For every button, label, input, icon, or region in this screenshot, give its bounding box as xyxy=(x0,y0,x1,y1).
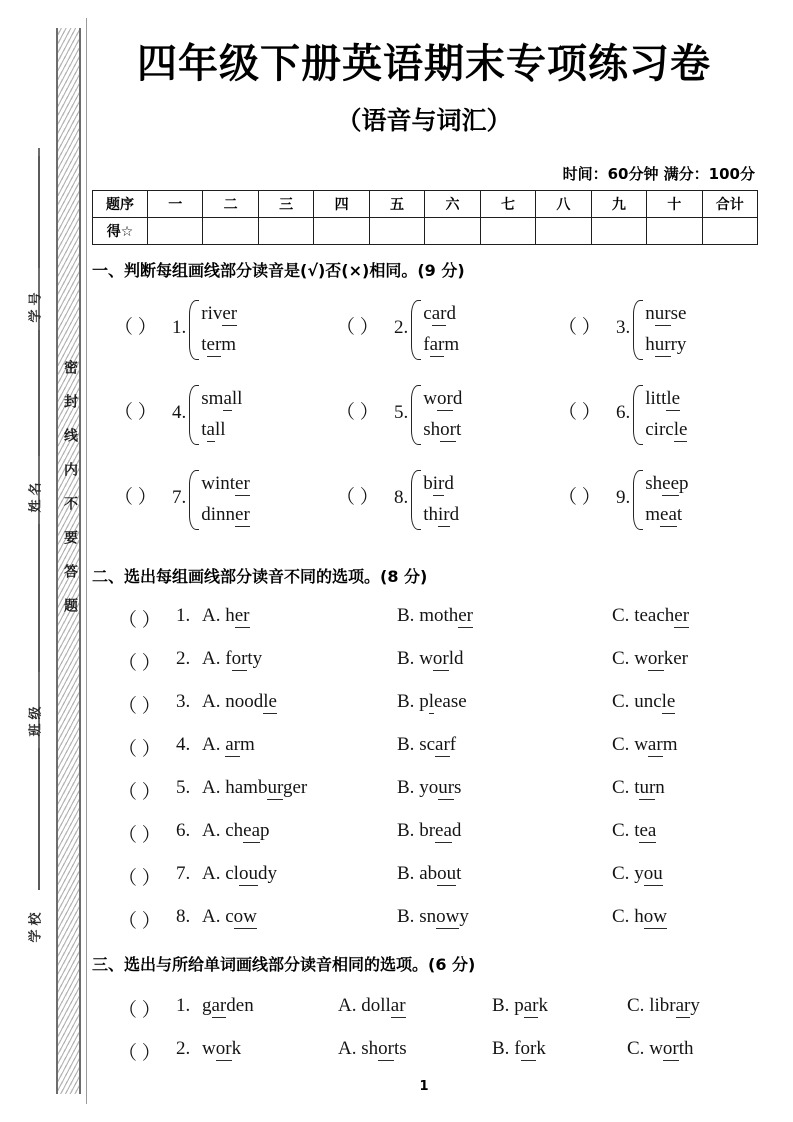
word-top: word xyxy=(423,388,463,409)
word-pair-brace-group xyxy=(189,383,242,445)
underlined-part: ou xyxy=(238,863,258,884)
answer-blank-parens[interactable]: （ ） xyxy=(336,487,379,509)
judge-item[interactable] xyxy=(558,468,689,530)
word-top: winter xyxy=(201,473,250,494)
answer-blank-parens[interactable]: （ ） xyxy=(118,1000,161,1021)
option-tag: B. xyxy=(492,1038,515,1059)
answer-blank-parens[interactable]: （ ） xyxy=(114,317,157,339)
score-table-score-cell[interactable] xyxy=(314,218,369,245)
word-pair xyxy=(201,468,250,530)
option-tag: A. xyxy=(202,648,226,669)
item-number: 6. xyxy=(616,402,631,424)
field-label-name: 姓名 xyxy=(28,478,44,513)
underlined-part: er xyxy=(235,504,250,525)
underlined-part: ou xyxy=(643,863,663,884)
underlined-part: a xyxy=(223,388,232,409)
score-table-header-row xyxy=(93,191,758,218)
option-a[interactable]: A. shorts xyxy=(338,1038,407,1059)
word-pair xyxy=(645,298,686,360)
option-tag: C. xyxy=(627,1038,650,1059)
score-table-column-header: 五 xyxy=(369,191,424,218)
question-row[interactable] xyxy=(92,605,758,631)
question-row[interactable] xyxy=(92,734,758,760)
option-b[interactable]: B. snowy xyxy=(397,906,469,927)
option-c[interactable]: C. worth xyxy=(627,1038,694,1059)
score-table-score-cell[interactable] xyxy=(591,218,646,245)
score-table-column-header: 合计 xyxy=(702,191,757,218)
item-number: 7. xyxy=(172,487,187,509)
answer-blank-parens[interactable]: （ ） xyxy=(118,911,161,932)
item-number: 5. xyxy=(394,402,409,424)
score-table-column-header: 八 xyxy=(536,191,591,218)
underlined-part: ea xyxy=(639,820,657,841)
score-table-score-cell[interactable] xyxy=(480,218,535,245)
underlined-part: l xyxy=(428,691,434,712)
option-tag: A. xyxy=(202,820,226,841)
word-top: nurse xyxy=(645,303,687,324)
answer-blank-parens[interactable]: （ ） xyxy=(118,782,161,803)
option-a[interactable]: A. cheap xyxy=(202,820,270,841)
word-pair xyxy=(423,468,459,530)
underlined-part: or xyxy=(440,419,456,440)
question-row[interactable] xyxy=(92,863,758,889)
item-number: 9. xyxy=(616,487,631,509)
curly-brace-icon xyxy=(189,385,199,445)
item-number: 1. xyxy=(176,605,191,626)
item-number: 1. xyxy=(176,995,191,1016)
score-table-column-header: 二 xyxy=(203,191,258,218)
item-number: 8. xyxy=(176,906,191,927)
option-tag: C. xyxy=(612,605,635,626)
underlined-part: le xyxy=(263,691,277,712)
question-row[interactable] xyxy=(92,648,758,674)
judge-item[interactable] xyxy=(558,383,687,445)
score-table-column-header: 四 xyxy=(314,191,369,218)
option-c[interactable]: C. turn xyxy=(612,777,665,798)
answer-blank-parens[interactable]: （ ） xyxy=(118,653,161,674)
page-left-rule xyxy=(86,18,87,1104)
underlined-part: er xyxy=(674,605,690,626)
section-heading: 二、选出每组画线部分读音不同的选项。(8 分) xyxy=(92,567,428,586)
answer-blank-parens[interactable]: （ ） xyxy=(118,825,161,846)
answer-blank-parens[interactable]: （ ） xyxy=(118,610,161,631)
option-a[interactable]: A. her xyxy=(202,605,250,626)
item-number: 2. xyxy=(176,1038,191,1059)
item-number: 1. xyxy=(172,317,187,339)
option-tag: A. xyxy=(202,691,226,712)
answer-blank-parens[interactable]: （ ） xyxy=(336,402,379,424)
underlined-part: ea xyxy=(243,820,261,841)
underlined-part: le xyxy=(661,691,676,712)
option-a[interactable]: A. forty xyxy=(202,648,263,669)
option-tag: B. xyxy=(397,648,420,669)
option-tag: A. xyxy=(202,777,226,798)
question-row[interactable] xyxy=(92,820,758,846)
option-tag: C. xyxy=(612,734,635,755)
section-heading: 一、判断每组画线部分读音是(√)否(×)相同。(9 分) xyxy=(92,261,465,280)
word-pair xyxy=(423,298,459,360)
score-table-score-cell[interactable] xyxy=(258,218,313,245)
option-c[interactable]: C. you xyxy=(612,863,663,884)
word-bottom: farm xyxy=(423,334,460,355)
question-row[interactable] xyxy=(92,906,758,932)
word-bottom: short xyxy=(423,419,462,440)
score-table-score-cell[interactable] xyxy=(203,218,258,245)
field-label-class: 班级 xyxy=(28,702,44,737)
option-tag: B. xyxy=(492,995,515,1016)
underlined-part: ur xyxy=(654,303,671,324)
underlined-part: ow xyxy=(233,906,257,927)
item-number: 4. xyxy=(176,734,191,755)
word-pair xyxy=(645,468,688,530)
score-table-row-label: 题序 xyxy=(93,191,148,218)
option-b[interactable]: B. please xyxy=(397,691,467,712)
underlined-part: ar xyxy=(390,995,406,1016)
underlined-part: ow xyxy=(643,906,667,927)
option-tag: B. xyxy=(397,777,420,798)
option-tag: A. xyxy=(202,906,226,927)
item-number: 3. xyxy=(176,691,191,712)
option-b[interactable]: B. mother xyxy=(397,605,474,626)
word-bottom: third xyxy=(423,504,460,525)
answer-blank-parens[interactable]: （ ） xyxy=(118,1043,161,1064)
option-tag: C. xyxy=(612,777,635,798)
underlined-part: or xyxy=(662,1038,679,1059)
option-tag: B. xyxy=(397,820,420,841)
judge-item[interactable] xyxy=(336,383,462,445)
underlined-part: ir xyxy=(432,473,445,494)
option-a[interactable]: A. cow xyxy=(202,906,257,927)
underlined-part: ou xyxy=(437,863,457,884)
word-top: bird xyxy=(423,473,454,494)
option-tag: A. xyxy=(202,605,226,626)
word-top: card xyxy=(423,303,456,324)
underlined-part: ea xyxy=(435,820,452,841)
option-tag: A. xyxy=(338,995,362,1016)
score-table-score-cell[interactable] xyxy=(369,218,424,245)
option-tag: B. xyxy=(397,691,420,712)
underlined-part: or xyxy=(520,1038,537,1059)
curly-brace-icon xyxy=(411,470,421,530)
prompt-word: work xyxy=(202,1038,242,1059)
page-subtitle: （语音与词汇） xyxy=(336,106,512,135)
curly-brace-icon xyxy=(189,470,199,530)
underlined-part: ar xyxy=(431,303,447,324)
question-row[interactable] xyxy=(92,691,758,717)
score-table-column-header: 三 xyxy=(258,191,313,218)
option-a[interactable]: A. arm xyxy=(202,734,255,755)
word-top: small xyxy=(201,388,243,409)
word-pair xyxy=(645,383,687,445)
score-table-score-cell[interactable] xyxy=(148,218,203,245)
field-write-line[interactable] xyxy=(38,156,40,268)
answer-blank-parens[interactable]: （ ） xyxy=(558,402,601,424)
underlined-part: le xyxy=(673,419,688,440)
option-b[interactable]: B. park xyxy=(492,995,548,1016)
word-bottom: term xyxy=(201,334,237,355)
option-tag: C. xyxy=(612,820,635,841)
underlined-part: ea xyxy=(660,504,677,525)
option-b[interactable]: B. fork xyxy=(492,1038,546,1059)
field-write-line[interactable] xyxy=(38,330,40,456)
word-pair-brace-group xyxy=(633,383,687,445)
judge-item[interactable] xyxy=(336,468,459,530)
word-pair xyxy=(423,383,462,445)
field-label-school: 学校 xyxy=(28,908,44,943)
underlined-part: or xyxy=(432,648,449,669)
curly-brace-icon xyxy=(411,300,421,360)
curly-brace-icon xyxy=(411,385,421,445)
judge-item[interactable] xyxy=(114,383,242,445)
answer-blank-parens[interactable]: （ ） xyxy=(118,868,161,889)
option-tag: C. xyxy=(612,691,635,712)
word-pair-brace-group xyxy=(189,298,237,360)
judge-item[interactable] xyxy=(114,298,237,360)
option-tag: B. xyxy=(397,906,420,927)
option-c[interactable]: C. uncle xyxy=(612,691,676,712)
option-tag: B. xyxy=(397,863,420,884)
score-table-score-cell[interactable] xyxy=(647,218,702,245)
item-number: 2. xyxy=(394,317,409,339)
underlined-part: or xyxy=(647,648,664,669)
option-tag: C. xyxy=(612,863,635,884)
item-number: 7. xyxy=(176,863,191,884)
judge-item[interactable] xyxy=(558,298,686,360)
option-a[interactable]: A. hamburger xyxy=(202,777,308,798)
item-number: 6. xyxy=(176,820,191,841)
exam-page xyxy=(90,0,793,1122)
field-write-line[interactable] xyxy=(38,524,40,672)
word-bottom: hurry xyxy=(645,334,687,355)
item-number: 2. xyxy=(176,648,191,669)
option-b[interactable]: B. scarf xyxy=(397,734,457,755)
word-pair xyxy=(201,298,237,360)
option-tag: A. xyxy=(202,863,226,884)
curly-brace-icon xyxy=(189,300,199,360)
underlined-part: ee xyxy=(662,473,680,494)
underlined-part: ir xyxy=(438,504,450,525)
option-tag: B. xyxy=(397,734,420,755)
word-bottom: tall xyxy=(201,419,226,440)
option-c[interactable]: C. worker xyxy=(612,648,689,669)
word-pair xyxy=(201,383,242,445)
item-number: 5. xyxy=(176,777,191,798)
underlined-part: ar xyxy=(435,734,450,755)
underlined-part: ur xyxy=(267,777,283,798)
option-tag: B. xyxy=(397,605,420,626)
option-b[interactable]: B. bread xyxy=(397,820,462,841)
field-write-line[interactable] xyxy=(38,748,40,890)
score-table-column-header: 一 xyxy=(148,191,203,218)
score-table-score-cell[interactable] xyxy=(536,218,591,245)
underlined-part: or xyxy=(436,388,453,409)
option-a[interactable]: A. dollar xyxy=(338,995,406,1016)
page-number: 1 xyxy=(419,1079,429,1094)
underlined-part: ar xyxy=(523,995,539,1016)
word-pair-brace-group xyxy=(411,468,459,530)
section-heading: 三、选出与所给单词画线部分读音相同的选项。(6 分) xyxy=(92,955,476,974)
word-pair-brace-group xyxy=(633,298,686,360)
word-bottom: circle xyxy=(645,419,688,440)
answer-blank-parens[interactable]: （ ） xyxy=(558,487,601,509)
score-table-column-header: 六 xyxy=(425,191,480,218)
option-tag: C. xyxy=(627,995,650,1016)
option-c[interactable]: C. warm xyxy=(612,734,678,755)
score-table-column-header: 十 xyxy=(647,191,702,218)
underlined-part: er xyxy=(458,605,474,626)
underlined-part: or xyxy=(378,1038,394,1059)
judge-item[interactable] xyxy=(336,298,459,360)
word-top: sheep xyxy=(645,473,689,494)
underlined-part: ar xyxy=(429,334,445,355)
word-pair-brace-group xyxy=(411,383,462,445)
underlined-part: ow xyxy=(436,906,460,927)
answer-blank-parens[interactable]: （ ） xyxy=(558,317,601,339)
score-table xyxy=(92,190,758,245)
score-table-score-label: 得☆ xyxy=(93,218,148,245)
option-b[interactable]: B. about xyxy=(397,863,462,884)
option-tag: C. xyxy=(612,648,635,669)
underlined-part: ar xyxy=(675,995,691,1016)
underlined-part: er xyxy=(206,334,222,355)
curly-brace-icon xyxy=(633,300,643,360)
option-c[interactable]: C. library xyxy=(627,995,700,1016)
curly-brace-icon xyxy=(633,470,643,530)
answer-blank-parens[interactable]: （ ） xyxy=(118,696,161,717)
underlined-part: or xyxy=(231,648,248,669)
exam-meta: 时间：60分钟 满分：100分 xyxy=(562,165,755,183)
word-top: little xyxy=(645,388,681,409)
field-label-student-number: 学号 xyxy=(28,288,44,323)
option-a[interactable]: A. noodle xyxy=(202,691,277,712)
underlined-part: a xyxy=(206,419,215,440)
option-tag: A. xyxy=(202,734,226,755)
answer-blank-parens[interactable]: （ ） xyxy=(118,739,161,760)
word-bottom: meat xyxy=(645,504,683,525)
word-pair-brace-group xyxy=(189,468,250,530)
option-b[interactable]: B. world xyxy=(397,648,464,669)
option-tag: A. xyxy=(338,1038,362,1059)
underlined-part: er xyxy=(235,473,250,494)
question-row[interactable] xyxy=(92,995,758,1021)
word-pair-brace-group xyxy=(411,298,459,360)
score-table-score-cell[interactable] xyxy=(702,218,757,245)
curly-brace-icon xyxy=(633,385,643,445)
underlined-part: ur xyxy=(438,777,455,798)
question-row[interactable] xyxy=(92,1038,758,1064)
word-bottom: dinner xyxy=(201,504,250,525)
question-row[interactable] xyxy=(92,777,758,803)
item-number: 8. xyxy=(394,487,409,509)
option-c[interactable]: C. tea xyxy=(612,820,657,841)
score-table-column-header: 九 xyxy=(591,191,646,218)
underlined-part: ar xyxy=(225,734,240,755)
underlined-part: or xyxy=(215,1038,232,1059)
page-title: 四年级下册英语期末专项练习卷 xyxy=(137,41,711,87)
item-number: 4. xyxy=(172,402,187,424)
answer-blank-parens[interactable]: （ ） xyxy=(114,402,157,424)
option-c[interactable]: C. how xyxy=(612,906,667,927)
word-pair-brace-group xyxy=(633,468,688,530)
option-b[interactable]: B. yours xyxy=(397,777,462,798)
item-number: 3. xyxy=(616,317,631,339)
judge-item[interactable] xyxy=(114,468,250,530)
score-table-column-header: 七 xyxy=(480,191,535,218)
underlined-part: ar xyxy=(211,995,227,1016)
seal-margin xyxy=(0,0,90,1122)
option-a[interactable]: A. cloudy xyxy=(202,863,277,884)
underlined-part: ar xyxy=(647,734,663,755)
underlined-part: er xyxy=(234,605,250,626)
word-top: river xyxy=(201,303,238,324)
underlined-part: ur xyxy=(654,334,671,355)
answer-blank-parens[interactable]: （ ） xyxy=(336,317,379,339)
prompt-word: garden xyxy=(202,995,254,1016)
underlined-part: ur xyxy=(639,777,656,798)
seal-phrase: 密封线内不要答题 xyxy=(62,360,78,632)
underlined-part: le xyxy=(666,388,681,409)
score-table-score-row xyxy=(93,218,758,245)
underlined-part: er xyxy=(222,303,238,324)
option-c[interactable]: C. teacher xyxy=(612,605,690,626)
score-table-score-cell[interactable] xyxy=(425,218,480,245)
option-tag: C. xyxy=(612,906,635,927)
answer-blank-parens[interactable]: （ ） xyxy=(114,487,157,509)
